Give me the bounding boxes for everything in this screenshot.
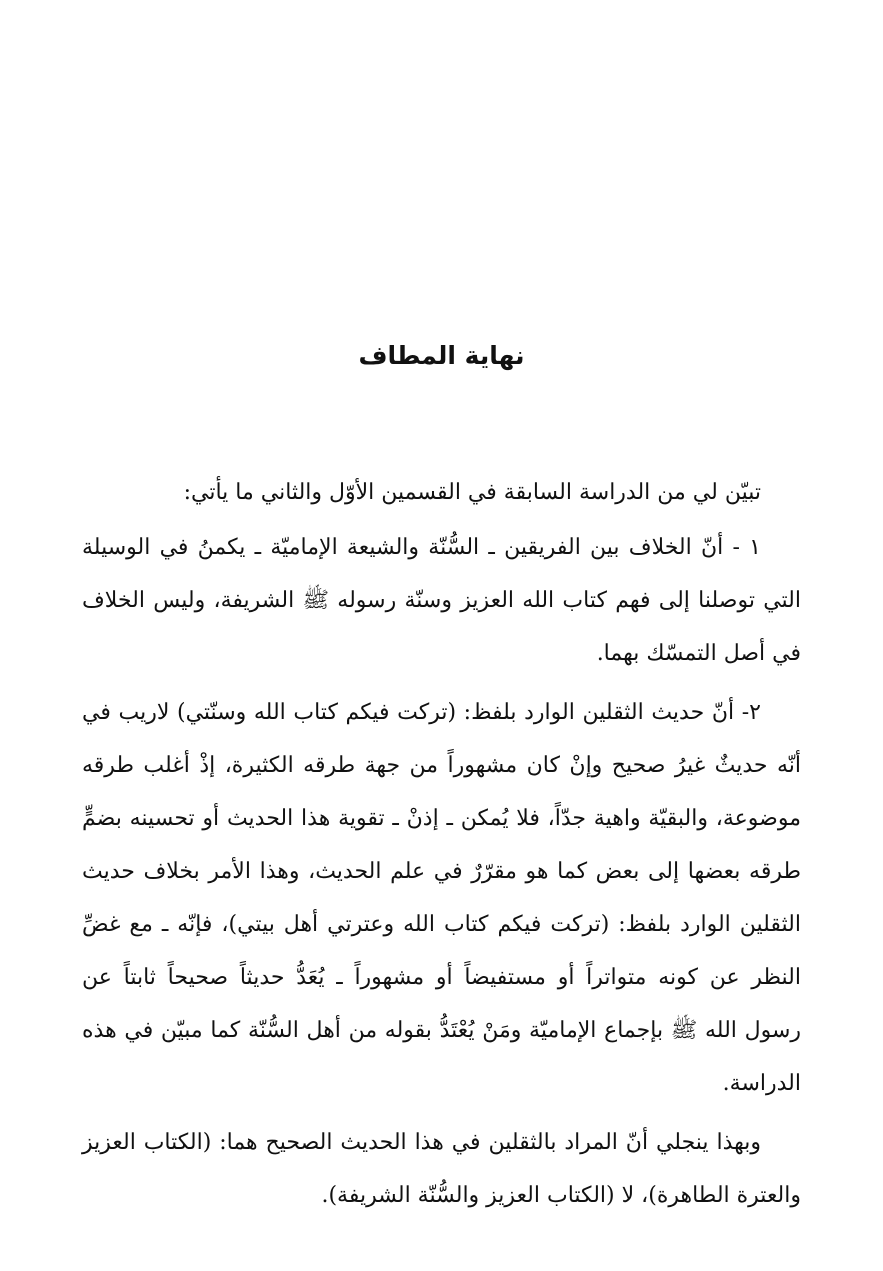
point-2-paragraph: ٢- أنّ حديث الثقلين الوارد بلفظ: (تركت فيكم كتاب الله وسنّتي) لاريب في أنّه حديثٌ غيرُ صحيح وإنْ كان مشهوراً من جهة طرقه الكثيرة، إذْ أغلب طرقه موضوعة، والبقيّة واهية جدّاً، فلا يُمكن ـ إذنْ ـ تقوية هذا الحديث أو تحسينه بضمٍّ طرقه بعضها إلى بعض كما هو مقرّرٌ في علم الحديث، وهذا الأمر بخلاف حديث الثقلين الوارد بلفظ: (تركت فيكم كتاب الله وعترتي أهل بيتي)، فإنّه ـ مع غضِّ النظر عن كونه متواتراً أو مستفيضاً أو مشهوراً ـ يُعَدُّ حديثاً صحيحاً ثابتاً عن رسول الله ﷺ بإجماع الإماميّة ومَنْ يُعْتَدُّ بقوله من أهل السُّنّة كما مبيّن في هذه الدراسة. — [82, 700, 802, 1096]
point-1-paragraph: ١ - أنّ الخلاف بين الفريقين ـ السُّنّة والشيعة الإماميّة ـ يكمنُ في الوسيلة التي توصلنا إلى فهم كتاب الله العزيز وسنّة رسوله ﷺ الشريفة، وليس الخلاف في أصل التمسّك بهما. — [82, 535, 801, 666]
conclusion-paragraph: وبهذا ينجلي أنّ المراد بالثقلين في هذا الحديث الصحيح هما: (الكتاب العزيز والعترة الطاهرة)، لا (الكتاب العزيز والسُّنّة الشريفة). — [82, 1130, 801, 1208]
intro-paragraph: تبيّن لي من الدراسة السابقة في القسمين الأوّل والثاني ما يأتي: — [183, 480, 761, 505]
chapter-title: نهاية المطاف — [358, 341, 525, 370]
book-page — [82, 0, 801, 1271]
page-body — [82, 466, 801, 1222]
